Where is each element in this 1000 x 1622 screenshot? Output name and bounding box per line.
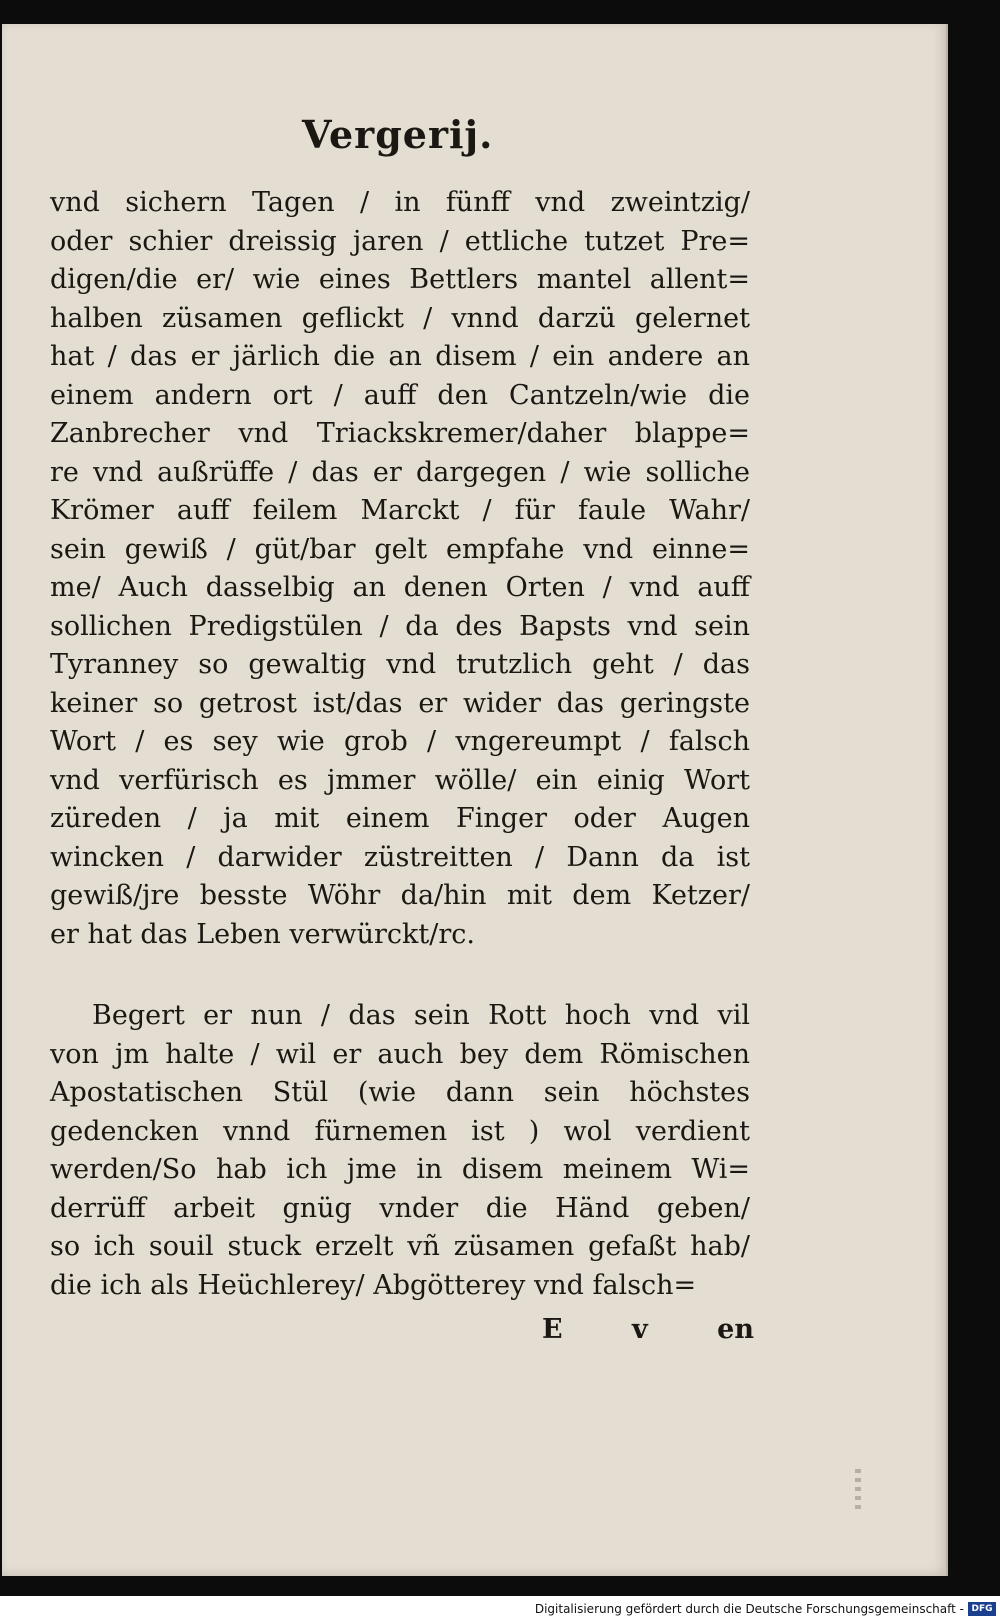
text-line: von jm halte / wil er auch bey dem Römischen — [50, 1038, 750, 1070]
book-page — [2, 24, 948, 1576]
text-line: halben züsamen geflickt / vnnd darzü gelernet — [50, 302, 750, 334]
text-line: so ich souil stuck erzelt vñ züsamen gefaßt hab/ — [50, 1231, 750, 1262]
text-line: digen/die er/ wie eines Bettlers mantel allent= — [50, 264, 750, 295]
text-line: Begert er nun / das sein Rott hoch vnd vil — [92, 1000, 750, 1031]
text-line: Apostatischen Stül (wie dann sein höchstes — [50, 1077, 750, 1108]
catchword: en — [717, 1314, 754, 1345]
text-line: züreden / ja mit einem Finger oder Augen — [50, 803, 750, 834]
text-line: Wort / es sey wie grob / vngereumpt / falsch — [50, 726, 750, 757]
text-line: Krömer auff feilem Marckt / für faule Wahr/ — [50, 495, 750, 526]
text-line: keiner so getrost ist/das er wider das geringste — [50, 687, 750, 719]
signature-line — [542, 1314, 754, 1345]
text-line: oder schier dreissig jaren / ettliche tutzet Pre= — [50, 225, 750, 257]
text-line: werden/So hab ich jme in disem meinem Wi= — [50, 1154, 750, 1185]
digitization-footer — [0, 1598, 1000, 1622]
signature-mark: v — [632, 1314, 648, 1345]
text-line: hat / das er järlich die an disem / ein andere an — [50, 341, 750, 372]
text-line: vnd sichern Tagen / in fünff vnd zweintzig/ — [50, 187, 750, 218]
text-line: einem andern ort / auff den Cantzeln/wie die — [50, 379, 750, 411]
text-line: derrüff arbeit gnüg vnder die Händ geben/ — [50, 1192, 750, 1224]
text-line: me/ Auch dasselbig an denen Orten / vnd auff — [50, 572, 750, 603]
text-line: gewiß/jre besste Wöhr da/hin mit dem Ketzer/ — [50, 880, 750, 911]
running-head: Vergerij. — [302, 112, 494, 157]
paragraph-1 — [50, 184, 750, 954]
text-line: wincken / darwider züstreitten / Dann da ist — [50, 841, 750, 873]
text-line: re vnd außrüffe / das er dargegen / wie solliche — [50, 456, 750, 488]
text-line: Tyranney so gewaltig vnd trutzlich geht / das — [50, 649, 750, 680]
text-line: vnd verfürisch es jmmer wölle/ ein einig Wort — [50, 764, 750, 796]
text-line: die ich als Heüchlerey/ Abgötterey vnd falsch= — [50, 1269, 697, 1301]
signature-mark: E — [542, 1314, 563, 1345]
text-line: sollichen Predigstülen / da des Bapsts vnd sein — [50, 610, 750, 642]
margin-mark — [855, 1469, 861, 1509]
text-line: sein gewiß / güt/bar gelt empfahe vnd einne= — [50, 533, 750, 565]
text-line: gedencken vnnd fürnemen ist ) wol verdient — [50, 1115, 750, 1147]
text-line: Zanbrecher vnd Triackskremer/daher blappe= — [50, 418, 750, 449]
dfg-logo: DFG — [968, 1602, 996, 1616]
text-line: er hat das Leben verwürckt/rc. — [50, 918, 475, 950]
funding-credit: Digitalisierung gefördert durch die Deutsche Forschungsgemeinschaft - — [534, 1602, 964, 1616]
paragraph-2 — [50, 997, 750, 1305]
